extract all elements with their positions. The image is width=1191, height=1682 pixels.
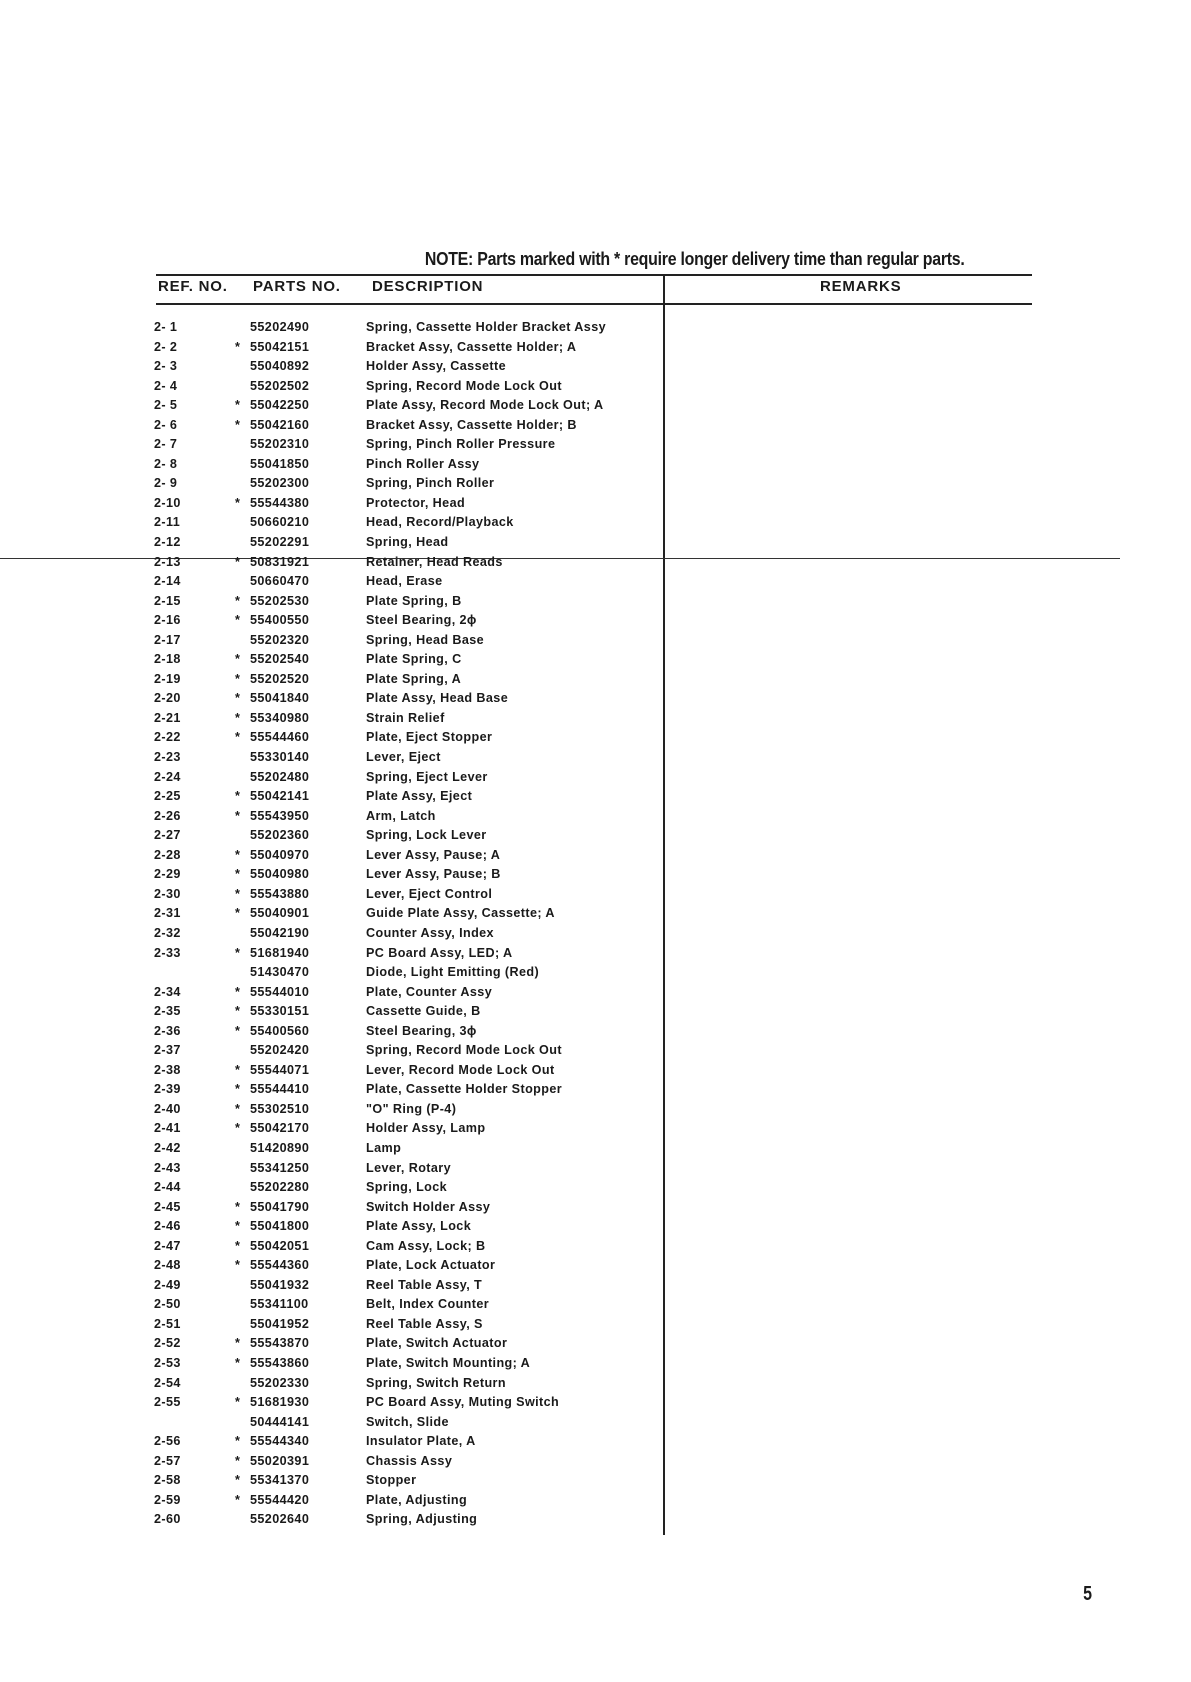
star-marker: * [235, 1395, 241, 1410]
star-marker: * [235, 789, 241, 804]
parts-no-cell: 55020391 [250, 1453, 310, 1468]
star-marker: * [235, 1492, 241, 1507]
ref-cell: 2-29 [154, 867, 181, 882]
table-row [0, 1336, 1191, 1356]
description-cell: Belt, Index Counter [366, 1297, 490, 1312]
table-row [0, 555, 1191, 575]
parts-no-cell: 55341250 [250, 1160, 310, 1175]
star-marker: * [235, 906, 241, 921]
description-cell: Cam Assy, Lock; B [366, 1238, 486, 1253]
ref-cell: 2-38 [154, 1062, 181, 1077]
parts-no-cell: 50444141 [250, 1414, 310, 1429]
table-row [0, 613, 1191, 633]
parts-no-cell: 55040901 [250, 906, 310, 921]
ref-cell: 2-32 [154, 925, 181, 940]
table-row [0, 672, 1191, 692]
header-parts-no: PARTS NO. [253, 278, 341, 295]
table-row [0, 1043, 1191, 1063]
description-cell: Lever Assy, Pause; B [366, 867, 501, 882]
description-cell: Switch Holder Assy [366, 1199, 491, 1214]
ref-cell: 2-34 [154, 984, 181, 999]
ref-cell: 2-53 [154, 1355, 181, 1370]
table-row [0, 1239, 1191, 1259]
description-cell: Head, Record/Playback [366, 515, 514, 530]
parts-no-cell: 55544010 [250, 984, 310, 999]
description-cell: Plate, Cassette Holder Stopper [366, 1082, 563, 1097]
parts-no-cell: 55202502 [250, 378, 310, 393]
description-cell: Spring, Head [366, 535, 449, 550]
description-cell: Bracket Assy, Cassette Holder; B [366, 417, 577, 432]
description-cell: PC Board Assy, LED; A [366, 945, 513, 960]
parts-no-cell: 55400550 [250, 613, 310, 628]
description-cell: Retainer, Head Reads [366, 554, 503, 569]
ref-cell: 2-33 [154, 945, 181, 960]
table-row [0, 809, 1191, 829]
table-row [0, 652, 1191, 672]
star-marker: * [235, 691, 241, 706]
table-row [0, 1493, 1191, 1513]
parts-no-cell: 55544071 [250, 1062, 310, 1077]
star-marker: * [235, 671, 241, 686]
ref-cell: 2- 2 [154, 339, 178, 354]
ref-cell: 2-31 [154, 906, 181, 921]
ref-cell: 2-10 [154, 495, 181, 510]
ref-cell: 2-27 [154, 828, 181, 843]
description-cell: Spring, Record Mode Lock Out [366, 378, 562, 393]
table-row [0, 867, 1191, 887]
ref-cell: 2-59 [154, 1492, 181, 1507]
parts-no-cell: 55202490 [250, 320, 310, 334]
description-cell: Switch, Slide [366, 1414, 449, 1429]
parts-no-cell: 55202540 [250, 652, 310, 667]
parts-no-cell: 55042141 [250, 789, 310, 804]
ref-cell: 2-42 [154, 1140, 181, 1155]
table-row [0, 1141, 1191, 1161]
parts-no-cell: 55341370 [250, 1473, 310, 1488]
description-cell: Steel Bearing, 3ϕ [366, 1023, 477, 1038]
parts-no-cell: 55202320 [250, 632, 310, 647]
ref-cell: 2-54 [154, 1375, 181, 1390]
parts-table [0, 320, 1191, 1532]
table-row [0, 1454, 1191, 1474]
table-row [0, 594, 1191, 614]
ref-cell: 2- 1 [154, 320, 178, 334]
parts-no-cell: 55042170 [250, 1121, 310, 1136]
ref-cell: 2-37 [154, 1043, 181, 1058]
parts-no-cell: 55041790 [250, 1199, 310, 1214]
star-marker: * [235, 808, 241, 823]
table-row [0, 1317, 1191, 1337]
description-cell: Spring, Adjusting [366, 1512, 478, 1527]
parts-no-cell: 55543870 [250, 1336, 310, 1351]
star-marker: * [235, 1336, 241, 1351]
description-cell: Reel Table Assy, T [366, 1277, 483, 1292]
description-cell: Plate Assy, Head Base [366, 691, 509, 706]
ref-cell: 2-30 [154, 886, 181, 901]
ref-cell: 2-35 [154, 1004, 181, 1019]
table-row [0, 1200, 1191, 1220]
parts-no-cell: 51681940 [250, 945, 310, 960]
table-row [0, 1121, 1191, 1141]
description-cell: Plate Assy, Lock [366, 1219, 472, 1234]
table-row [0, 418, 1191, 438]
description-cell: Spring, Record Mode Lock Out [366, 1043, 562, 1058]
parts-no-cell: 55544380 [250, 495, 310, 510]
star-marker: * [235, 847, 241, 862]
description-cell: Counter Assy, Index [366, 925, 494, 940]
parts-no-cell: 55543880 [250, 886, 310, 901]
description-cell: Pinch Roller Assy [366, 456, 480, 471]
description-cell: Plate Assy, Record Mode Lock Out; A [366, 398, 604, 413]
table-row [0, 789, 1191, 809]
ref-cell: 2-17 [154, 632, 181, 647]
parts-no-cell: 55041850 [250, 456, 310, 471]
star-marker: * [235, 1453, 241, 1468]
ref-cell: 2-43 [154, 1160, 181, 1175]
parts-no-cell: 55330140 [250, 750, 310, 765]
parts-no-cell: 50660470 [250, 574, 310, 589]
description-cell: Lever, Rotary [366, 1160, 451, 1175]
description-cell: Spring, Head Base [366, 632, 485, 647]
table-row [0, 1024, 1191, 1044]
ref-cell: 2-45 [154, 1199, 181, 1214]
description-cell: Lamp [366, 1140, 402, 1155]
parts-no-cell: 55042160 [250, 417, 310, 432]
table-row [0, 340, 1191, 360]
ref-cell: 2-13 [154, 554, 181, 569]
table-row [0, 730, 1191, 750]
ref-cell: 2- 9 [154, 476, 178, 491]
table-row [0, 828, 1191, 848]
star-marker: * [235, 1355, 241, 1370]
ref-cell: 2-58 [154, 1473, 181, 1488]
table-row [0, 320, 1191, 340]
ref-cell: 2-19 [154, 671, 181, 686]
star-marker: * [235, 1023, 241, 1038]
parts-no-cell: 55202291 [250, 535, 310, 550]
parts-no-cell: 50660210 [250, 515, 310, 530]
table-row [0, 887, 1191, 907]
ref-cell: 2-39 [154, 1082, 181, 1097]
ref-cell: 2-60 [154, 1512, 181, 1527]
description-cell: Spring, Switch Return [366, 1375, 506, 1390]
description-cell: Spring, Cassette Holder Bracket Assy [366, 320, 607, 334]
star-marker: * [235, 339, 241, 354]
description-cell: Plate, Eject Stopper [366, 730, 493, 745]
star-marker: * [235, 1238, 241, 1253]
parts-no-cell: 55042190 [250, 925, 310, 940]
description-cell: Spring, Pinch Roller [366, 476, 495, 491]
parts-no-cell: 55202360 [250, 828, 310, 843]
ref-cell: 2-48 [154, 1258, 181, 1273]
ref-cell: 2- 3 [154, 359, 178, 374]
table-row [0, 496, 1191, 516]
parts-no-cell: 55040970 [250, 847, 310, 862]
parts-no-cell: 55341100 [250, 1297, 309, 1312]
table-row [0, 1102, 1191, 1122]
parts-no-cell: 55041932 [250, 1277, 310, 1292]
table-row [0, 574, 1191, 594]
star-marker: * [235, 593, 241, 608]
star-marker: * [235, 1258, 241, 1273]
star-marker: * [235, 867, 241, 882]
description-cell: Bracket Assy, Cassette Holder; A [366, 339, 577, 354]
description-cell: Reel Table Assy, S [366, 1316, 483, 1331]
parts-no-cell: 55040892 [250, 359, 310, 374]
table-row [0, 1219, 1191, 1239]
parts-no-cell: 55202480 [250, 769, 310, 784]
ref-cell: 2-55 [154, 1395, 181, 1410]
description-cell: Holder Assy, Lamp [366, 1121, 486, 1136]
ref-cell: 2- 6 [154, 417, 178, 432]
description-cell: Lever, Eject [366, 750, 441, 765]
table-row [0, 1258, 1191, 1278]
ref-cell: 2-44 [154, 1180, 181, 1195]
ref-cell: 2-50 [154, 1297, 181, 1312]
description-cell: Chassis Assy [366, 1453, 453, 1468]
ref-cell: 2-46 [154, 1219, 181, 1234]
ref-cell: 2-41 [154, 1121, 181, 1136]
parts-no-cell: 51681930 [250, 1395, 310, 1410]
ref-cell: 2-21 [154, 710, 181, 725]
table-row [0, 1180, 1191, 1200]
star-marker: * [235, 398, 241, 413]
ref-cell: 2-18 [154, 652, 181, 667]
header-bottom-rule [156, 303, 1032, 305]
description-cell: Plate Spring, A [366, 671, 462, 686]
parts-no-cell: 55042051 [250, 1238, 310, 1253]
description-cell: Cassette Guide, B [366, 1004, 481, 1019]
table-row [0, 476, 1191, 496]
star-marker: * [235, 1473, 241, 1488]
table-row [0, 1161, 1191, 1181]
star-marker: * [235, 417, 241, 432]
star-marker: * [235, 1199, 241, 1214]
star-marker: * [235, 1219, 241, 1234]
description-cell: Lever, Record Mode Lock Out [366, 1062, 555, 1077]
star-marker: * [235, 1082, 241, 1097]
header-remarks: REMARKS [820, 278, 902, 295]
table-row [0, 1297, 1191, 1317]
table-row [0, 906, 1191, 926]
table-row [0, 1063, 1191, 1083]
ref-cell: 2-47 [154, 1238, 181, 1253]
parts-no-cell: 55202530 [250, 593, 310, 608]
table-row [0, 711, 1191, 731]
parts-no-cell: 55302510 [250, 1101, 310, 1116]
delivery-note: NOTE: Parts marked with * require longer delivery time than regular parts. [425, 248, 965, 269]
ref-cell: 2-23 [154, 750, 181, 765]
table-row [0, 457, 1191, 477]
parts-no-cell: 55202300 [250, 476, 310, 491]
parts-no-cell: 51420890 [250, 1140, 310, 1155]
description-cell: Head, Erase [366, 574, 443, 589]
description-cell: Spring, Eject Lever [366, 769, 488, 784]
table-row [0, 1473, 1191, 1493]
ref-cell: 2- 4 [154, 378, 178, 393]
table-row [0, 691, 1191, 711]
ref-cell: 2-20 [154, 691, 181, 706]
parts-no-cell: 55544420 [250, 1492, 310, 1507]
star-marker: * [235, 1101, 241, 1116]
table-row [0, 359, 1191, 379]
table-row [0, 535, 1191, 555]
table-row [0, 437, 1191, 457]
ref-cell: 2- 8 [154, 456, 178, 471]
description-cell: Stopper [366, 1473, 417, 1488]
ref-cell: 2-40 [154, 1101, 181, 1116]
parts-no-cell: 55202520 [250, 671, 310, 686]
ref-cell: 2-51 [154, 1316, 181, 1331]
parts-no-cell: 55041952 [250, 1316, 310, 1331]
parts-no-cell: 50831921 [250, 554, 310, 569]
parts-no-cell: 55041800 [250, 1219, 310, 1234]
parts-no-cell: 55544360 [250, 1258, 310, 1273]
table-row [0, 1395, 1191, 1415]
star-marker: * [235, 984, 241, 999]
table-row [0, 985, 1191, 1005]
table-row [0, 515, 1191, 535]
description-cell: Plate, Lock Actuator [366, 1258, 496, 1273]
header-ref-no: REF. NO. [158, 278, 228, 295]
description-cell: Spring, Pinch Roller Pressure [366, 437, 556, 452]
table-row [0, 926, 1191, 946]
ref-cell: 2-57 [154, 1453, 181, 1468]
ref-cell: 2-25 [154, 789, 181, 804]
description-cell: PC Board Assy, Muting Switch [366, 1395, 560, 1410]
ref-cell: 2-24 [154, 769, 181, 784]
table-row [0, 965, 1191, 985]
table-row [0, 848, 1191, 868]
parts-no-cell: 55202640 [250, 1512, 310, 1527]
ref-cell: 2-15 [154, 593, 181, 608]
ref-cell: 2-56 [154, 1434, 181, 1449]
star-marker: * [235, 652, 241, 667]
star-marker: * [235, 613, 241, 628]
parts-no-cell: 55544410 [250, 1082, 310, 1097]
parts-no-cell: 55400560 [250, 1023, 310, 1038]
star-marker: * [235, 1004, 241, 1019]
star-marker: * [235, 1434, 241, 1449]
parts-no-cell: 55543950 [250, 808, 310, 823]
table-row [0, 1278, 1191, 1298]
ref-cell: 2-14 [154, 574, 181, 589]
table-row [0, 1415, 1191, 1435]
parts-no-cell: 55042250 [250, 398, 310, 413]
table-row [0, 633, 1191, 653]
ref-cell: 2-28 [154, 847, 181, 862]
parts-no-cell: 55202310 [250, 437, 310, 452]
star-marker: * [235, 1121, 241, 1136]
description-cell: Plate, Switch Mounting; A [366, 1355, 531, 1370]
parts-no-cell: 55544460 [250, 730, 310, 745]
parts-no-cell: 55042151 [250, 339, 310, 354]
description-cell: Spring, Lock [366, 1180, 448, 1195]
ref-cell: 2-16 [154, 613, 181, 628]
table-row [0, 1512, 1191, 1532]
table-row [0, 1434, 1191, 1454]
description-cell: Protector, Head [366, 495, 466, 510]
star-marker: * [235, 710, 241, 725]
parts-no-cell: 51430470 [250, 965, 310, 980]
description-cell: "O" Ring (P-4) [366, 1101, 457, 1116]
parts-no-cell: 55040980 [250, 867, 310, 882]
description-cell: Plate Spring, C [366, 652, 462, 667]
ref-cell: 2-11 [154, 515, 181, 530]
table-row [0, 946, 1191, 966]
ref-cell: 2- 7 [154, 437, 178, 452]
table-row [0, 750, 1191, 770]
parts-no-cell: 55041840 [250, 691, 310, 706]
star-marker: * [235, 495, 241, 510]
ref-cell: 2- 5 [154, 398, 178, 413]
star-marker: * [235, 945, 241, 960]
header-description: DESCRIPTION [372, 278, 484, 295]
description-cell: Diode, Light Emitting (Red) [366, 965, 540, 980]
description-cell: Plate, Switch Actuator [366, 1336, 508, 1351]
description-cell: Insulator Plate, A [366, 1434, 476, 1449]
star-marker: * [235, 554, 241, 569]
parts-no-cell: 55330151 [250, 1004, 310, 1019]
ref-cell: 2-52 [154, 1336, 181, 1351]
parts-no-cell: 55202420 [250, 1043, 310, 1058]
description-cell: Holder Assy, Cassette [366, 359, 506, 374]
description-cell: Lever Assy, Pause; A [366, 847, 501, 862]
ref-cell: 2-12 [154, 535, 181, 550]
table-row [0, 1004, 1191, 1024]
star-marker: * [235, 730, 241, 745]
table-row [0, 1356, 1191, 1376]
description-cell: Plate, Counter Assy [366, 984, 493, 999]
parts-no-cell: 55544340 [250, 1434, 310, 1449]
parts-no-cell: 55543860 [250, 1355, 310, 1370]
parts-no-cell: 55202330 [250, 1375, 310, 1390]
description-cell: Lever, Eject Control [366, 886, 493, 901]
parts-no-cell: 55202280 [250, 1180, 310, 1195]
description-cell: Spring, Lock Lever [366, 828, 487, 843]
description-cell: Plate Assy, Eject [366, 789, 473, 804]
description-cell: Guide Plate Assy, Cassette; A [366, 906, 555, 921]
description-cell: Steel Bearing, 2ϕ [366, 613, 477, 628]
table-top-rule [156, 274, 1032, 276]
star-marker: * [235, 1062, 241, 1077]
table-row [0, 379, 1191, 399]
ref-cell: 2-36 [154, 1023, 181, 1038]
star-marker: * [235, 886, 241, 901]
table-row [0, 770, 1191, 790]
table-row [0, 398, 1191, 418]
ref-cell: 2-26 [154, 808, 181, 823]
description-cell: Strain Relief [366, 710, 445, 725]
table-row [0, 1082, 1191, 1102]
page-number: 5 [1083, 1583, 1093, 1605]
table-row [0, 1376, 1191, 1396]
description-cell: Arm, Latch [366, 808, 436, 823]
parts-no-cell: 55340980 [250, 710, 310, 725]
ref-cell: 2-22 [154, 730, 181, 745]
ref-cell: 2-49 [154, 1277, 181, 1292]
description-cell: Plate Spring, B [366, 593, 462, 608]
description-cell: Plate, Adjusting [366, 1492, 468, 1507]
